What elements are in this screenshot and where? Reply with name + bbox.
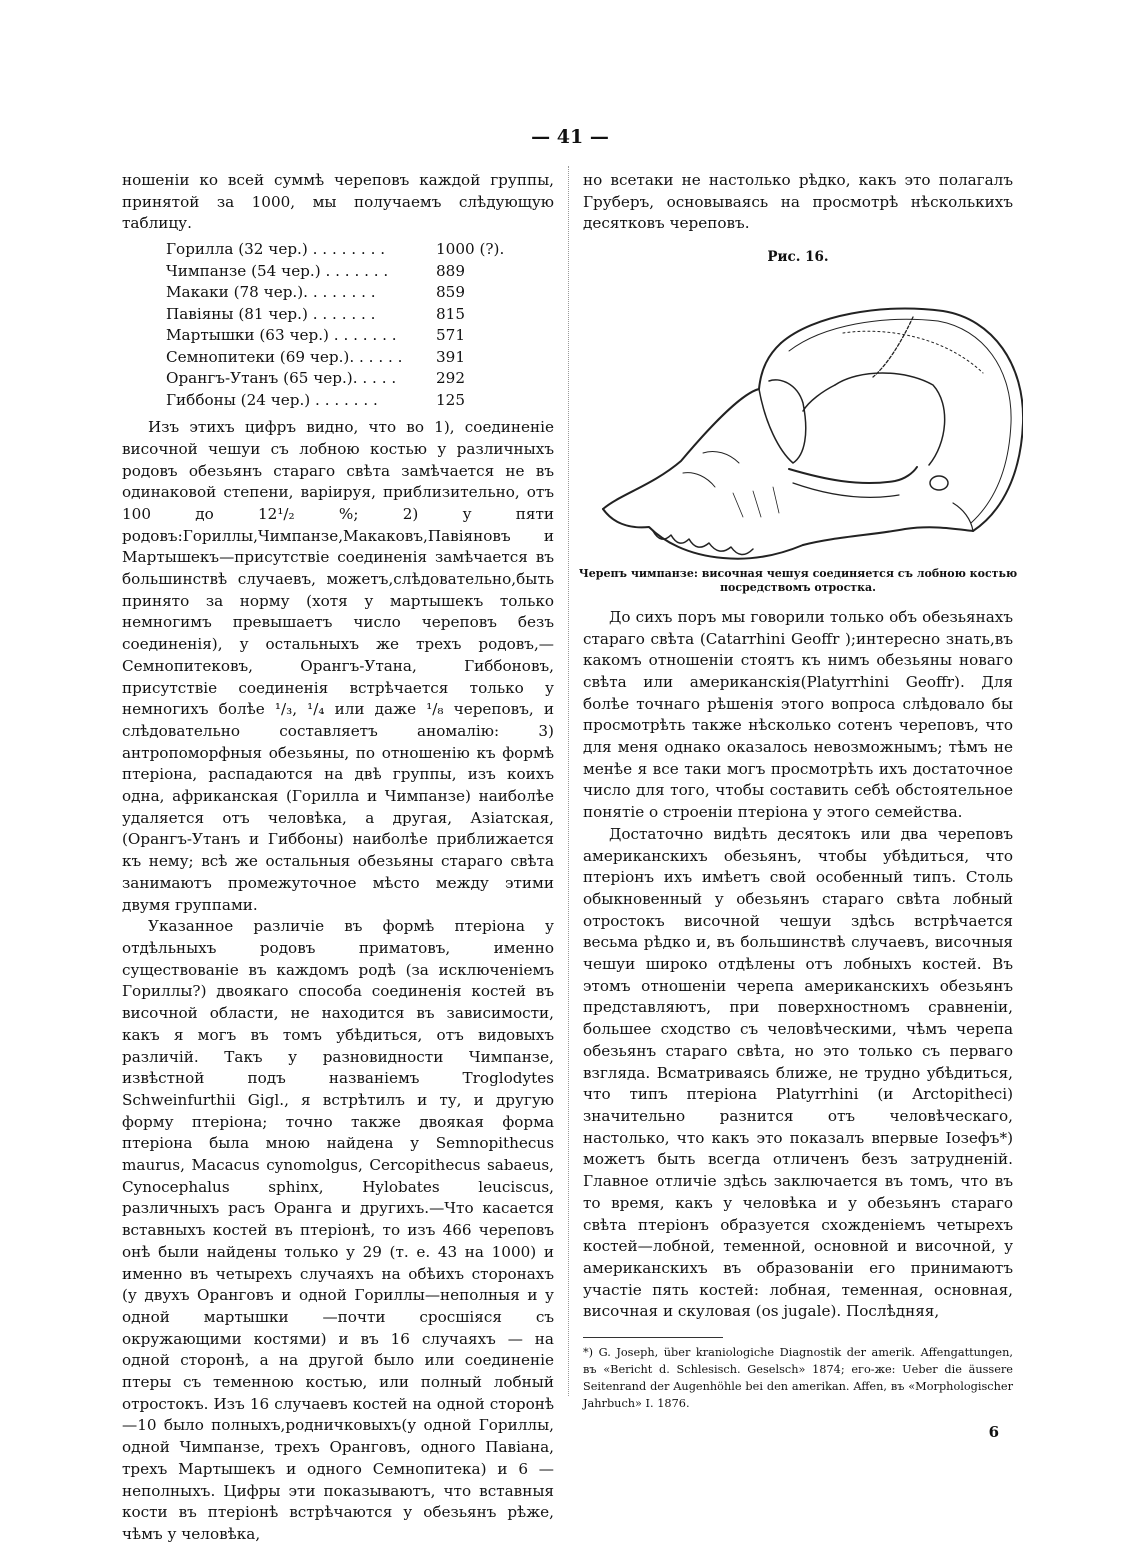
row-value: 815 bbox=[436, 304, 465, 323]
table-row bbox=[166, 304, 516, 326]
page-number: — 41 — bbox=[531, 126, 609, 148]
stats-table bbox=[166, 239, 516, 411]
body-paragraph: До сихъ поръ мы говорили только объ обезьянахъ стараго свѣта (Catarrhini Geoffr );интересно знать,въ какомъ отношеніи стоятъ къ нимъ обезьяны новаго свѣта или американскія(Platyrrhini Geoffr). Для болѣе точнаго рѣшенія этого вопроса слѣдовало бы просмотрѣть также нѣсколько сотенъ череповъ, что для меня однако оказалось невозможнымъ; тѣмъ не менѣе я все таки могъ просмотрѣть ихъ достаточное число для того, чтобы составить себѣ обстоятельное понятіе о строеніи птеріона у этого семейства. bbox=[583, 607, 1013, 822]
row-value: 859 bbox=[436, 283, 465, 302]
table-row bbox=[166, 239, 516, 261]
row-label: Чимпанзе (54 чер.) . . . . . . . bbox=[166, 261, 389, 280]
left-column bbox=[122, 170, 554, 1546]
row-label: Орангъ-Утанъ (65 чер.). . . . . bbox=[166, 369, 397, 388]
row-label: Мартышки (63 чер.) . . . . . . . bbox=[166, 326, 397, 345]
signature-mark: 6 bbox=[988, 1423, 999, 1442]
right-column bbox=[578, 170, 1018, 1444]
footnote: *) G. Joseph, über kraniologiche Diagnostik der amerik. Affengattungen, въ «Bericht d. Schlesisch. Geselsch» 1874; его-же: Ueber die äussere Seitenrand der Augenhöhle bei den amerikan. Affen, въ «Morphologischer Jahrbuch» I. 1876. bbox=[583, 1346, 1013, 1411]
body-paragraph: но всетаки не настолько рѣдко, какъ это полагалъ Груберъ, основываясь на просмотрѣ нѣсколькихъ десятковъ череповъ. bbox=[583, 171, 1013, 233]
table-row bbox=[166, 347, 516, 369]
row-label: Семнопитеки (69 чер.). . . . . . bbox=[166, 347, 403, 366]
row-value: 125 bbox=[436, 390, 465, 409]
row-label: Павіяны (81 чер.) . . . . . . . bbox=[166, 304, 376, 323]
body-paragraph: Достаточно видѣть десятокъ или два череповъ американскихъ обезьянъ, чтобы убѣдиться, что птеріонъ ихъ имѣетъ свой особенный типъ. Столь обыкновенный у обезьянъ стараго свѣта лобный отростокъ височной чешуи здѣсь встрѣчается весьма рѣдко и, въ большинствѣ случаевъ, височныя чешуи широко отдѣлены отъ лобныхъ костей. Въ этомъ отношеніи черепа американскихъ обезьянъ представляютъ, при поверхностномъ сравненіи, большее сходство съ человѣческими, чѣмъ черепа обезьянъ стараго свѣта, но это только съ перваго взгляда. Всматриваясь ближе, не трудно убѣдиться, что типъ птеріона Platyrrhini (и Arctopitheci) значительно разнится отъ человѣческаго, настолько, что какъ это показалъ впервые Іозефъ*) можетъ быть всегда отличенъ безъ затрудненій. Главное отличіе здѣсь заключается въ томъ, что въ то время, какъ у человѣка и у обезьянъ стараго свѣта птеріонъ образуется схожденіемъ четырехъ костей—лобной, теменной, основной и височной, у американскихъ въ образованіи его принимаютъ участіе пять костей: лобная, теменная, основная, височная и скуловая (os jugale). Послѣдняя, bbox=[583, 824, 1013, 1321]
figure-label: Рис. 16. bbox=[767, 249, 829, 266]
body-paragraph: Указанное различіе въ формѣ птеріона у отдѣльныхъ родовъ приматовъ, именно существованіе въ каждомъ родѣ (за исключеніемъ Гориллы?) двоякаго способа соединенія костей въ височной области, не находится въ зависимости, какъ я могъ въ томъ убѣдиться, отъ видовыхъ различій. Такъ у разновидности Чимпанзе, извѣстной подъ названіемъ Troglodytes Schweinfurthii Gigl., я встрѣтилъ и ту, и другую форму птеріона; точно также двоякая форма птеріона была мною найдена у Semnopithecus maurus, Macacus cynomolgus, Cercopithecus sabaeus, Cynocephalus sphinx, Hylobates leuciscus, различныхъ расъ Оранга и другихъ.—Что касается вставныхъ костей въ птеріонѣ, то изъ 466 череповъ онѣ были найдены только у 29 (т. е. 43 на 1000) и именно въ четырехъ случаяхъ на обѣихъ сторонахъ (у двухъ Оранговъ и одной Гориллы—неполныя и у одной мартышки —почти сросшіяся съ окружающими костями) и въ 16 случаяхъ — на одной сторонѣ, а на другой было или соединеніе птеры съ теменною костью, или полный лобный отростокъ. Изъ 16 случаевъ костей на одной сторонѣ—10 было полныхъ,родничковыхъ(у одной Гориллы, одной Чимпанзе, трехъ Оранговъ, одного Павіана, трехъ Мартышекъ и одного Семнопитека) и 6 — неполныхъ. Цифры эти показываютъ, что вставныя кости въ птеріонѣ встрѣчаются у обезьянъ рѣже, чѣмъ у человѣка, bbox=[122, 917, 554, 1543]
table-row bbox=[166, 368, 516, 390]
table-row bbox=[166, 390, 516, 412]
row-label: Макаки (78 чер.). . . . . . . . bbox=[166, 283, 376, 302]
table-row bbox=[166, 261, 516, 283]
row-value: 1000 (?). bbox=[436, 240, 505, 259]
footnote-divider bbox=[583, 1337, 723, 1338]
row-label: Горилла (32 чер.) . . . . . . . . bbox=[166, 240, 386, 259]
chimpanzee-skull-figure bbox=[583, 273, 1023, 563]
body-paragraph: Изъ этихъ цифръ видно, что во 1), соединеніе височной чешуи съ лобною костью у различныхъ родовъ обезьянъ стараго свѣта замѣчается не въ одинаковой степени, варіируя, приблизительно, отъ 100 до 12¹/₂ %; 2) у пяти родовъ:Гориллы,Чимпанзе,Макаковъ,Павіяновъ и Мартышекъ—присутствіе соединенія замѣчается въ большинствѣ случаевъ, можетъ,слѣдовательно,быть принято за норму (хотя у мартышекъ только немногимъ превышаетъ число череповъ безъ соединенія), у остальныхъ же трехъ родовъ,—Семнопитековъ, Орангъ-Утана, Гиббоновъ, присутствіе соединенія встрѣчается только у немногихъ болѣе ¹/₃, ¹/₄ или даже ¹/₈ череповъ, и слѣдовательно составляетъ аномалію: 3) антропоморфныя обезьяны, по отношенію къ формѣ птеріона, распадаются на двѣ группы, изъ коихъ одна, африканская (Горилла и Чимпанзе) наиболѣе удаляется отъ человѣка, а другая, Азіатская, (Орангъ-Утанъ и Гиббоны) наиболѣе приближается къ нему; всѣ же остальныя обезьяны стараго свѣта занимаютъ промежуточное мѣсто между этими двумя группами. bbox=[122, 418, 554, 914]
figure-caption: Черепъ чимпанзе: височная чешуя соединяется съ лобною костью посредствомъ отростка. bbox=[578, 566, 1018, 594]
row-value: 889 bbox=[436, 261, 465, 280]
row-value: 391 bbox=[436, 347, 465, 366]
table-row bbox=[166, 325, 516, 347]
column-divider bbox=[568, 166, 569, 1396]
row-label: Гиббоны (24 чер.) . . . . . . . bbox=[166, 390, 378, 409]
row-value: 292 bbox=[436, 369, 465, 388]
table-row bbox=[166, 282, 516, 304]
intro-paragraph: ношеніи ко всей суммѣ череповъ каждой группы, принятой за 1000, мы получаемъ слѣдующую таблицу. bbox=[122, 171, 554, 233]
row-value: 571 bbox=[436, 326, 465, 345]
